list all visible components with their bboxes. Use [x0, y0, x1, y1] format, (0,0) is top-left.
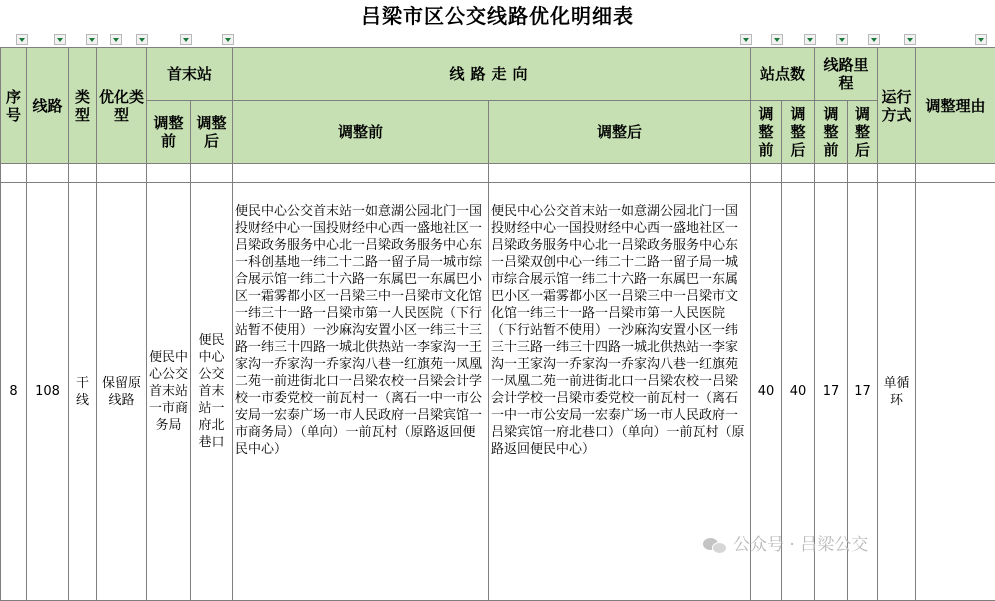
- filter-dropdown-icon[interactable]: [740, 34, 752, 45]
- header-reason: 调整理由: [916, 48, 995, 164]
- cell-operation: 单循环: [878, 183, 916, 601]
- cell-reason: [916, 183, 995, 601]
- filter-dropdown-icon[interactable]: [904, 34, 916, 45]
- cell-seq: 8: [1, 183, 27, 601]
- cell-terminal-after: 便民中心公交首末站一府北巷口: [191, 183, 233, 601]
- header-terminal: 首末站: [147, 48, 233, 101]
- header-opt-type: 优化类型: [97, 48, 147, 164]
- filter-dropdown-icon[interactable]: [836, 34, 848, 45]
- filter-dropdown-icon[interactable]: [771, 34, 783, 45]
- header-stops-before: 调整前: [751, 101, 782, 164]
- cell-route-before: 便民中心公交首末站一如意湖公园北门一国投财经中心一国投财经中心西一盛地社区一吕梁政务服务中心北一吕梁政务服务中心东一科创基地一纬二十二路一留子局一城市综合展示馆一纬二十六路一东属巴一东属巴小区一霜雾都小区一吕梁三中一吕梁市文化馆一纬三十一路一吕梁市第一人民医院（下行站暂不使用）一沙麻沟安置小区一纬三十三路一纬三十四路一城北供热站一李家沟一王家沟一乔家沟一乔家沟八巷一红旗苑一凤凰二苑一前进街北口一吕梁农校一吕梁会计学校一市委党校一前瓦村一（离石一中一市公安局一宏泰广场一市人民政府一吕梁宾馆一市商务局）（单向）一前瓦村（原路返回便民中心）: [233, 183, 489, 601]
- watermark-text: 公众号 · 吕梁公交: [733, 535, 868, 555]
- filter-dropdown-icon[interactable]: [136, 34, 148, 45]
- cell-line: 108: [27, 183, 69, 601]
- watermark: [703, 532, 868, 558]
- filter-dropdown-icon[interactable]: [110, 34, 122, 45]
- sheet-title: 吕梁市区公交线路优化明细表: [0, 0, 995, 33]
- empty-row: [1, 164, 995, 183]
- route-table: [0, 47, 995, 601]
- header-route-direction: 线路走向: [233, 48, 751, 101]
- cell-mileage-before: 17: [815, 183, 848, 601]
- filter-dropdown-icon[interactable]: [804, 34, 816, 45]
- header-terminal-after: 调整后: [191, 101, 233, 164]
- cell-terminal-before: 便民中心公交首末站一市商务局: [147, 183, 191, 601]
- header-mileage-before: 调整前: [815, 101, 848, 164]
- header-mileage-after: 调整后: [848, 101, 878, 164]
- header-terminal-before: 调整前: [147, 101, 191, 164]
- cell-mileage-after: 17: [848, 183, 878, 601]
- cell-type: 干线: [69, 183, 97, 601]
- header-mileage: 线路里程: [815, 48, 878, 101]
- filter-dropdown-icon[interactable]: [54, 34, 66, 45]
- header-stop-count: 站点数: [751, 48, 815, 101]
- filter-dropdown-icon[interactable]: [222, 34, 234, 45]
- header-route-after: 调整后: [489, 101, 751, 164]
- header-seq: 序号: [1, 48, 27, 164]
- filter-dropdown-icon[interactable]: [16, 34, 28, 45]
- filter-dropdown-icon[interactable]: [975, 34, 987, 45]
- filter-row: [0, 33, 995, 47]
- header-stops-after: 调整后: [782, 101, 815, 164]
- header-type: 类型: [69, 48, 97, 164]
- cell-opt-type: 保留原线路: [97, 183, 147, 601]
- filter-dropdown-icon[interactable]: [86, 34, 98, 45]
- filter-dropdown-icon[interactable]: [180, 34, 192, 45]
- wechat-icon: [703, 535, 727, 555]
- cell-stops-before: 40: [751, 183, 782, 601]
- cell-route-after: 便民中心公交首末站一如意湖公园北门一国投财经中心一国投财经中心西一盛地社区一吕梁政务服务中心北一吕梁政务服务中心东一吕梁双创中心一纬二十二路一留子局一城市综合展示馆一纬二十六路一东属巴一东属巴小区一霜雾都小区一吕梁三中一吕梁市文化馆一纬三十一路一吕梁市第一人民医院（下行站暂不使用）一沙麻沟安置小区一纬三十三路一纬三十四路一城北供热站一李家沟一王家沟一乔家沟一乔家沟八巷一红旗苑一凤凰二苑一前进街北口一吕梁农校一吕梁会计学校一吕梁市委党校一前瓦村一（离石一中一市公安局一宏泰广场一市人民政府一吕梁宾馆一府北巷口）（单向）一前瓦村（原路返回便民中心）: [489, 183, 751, 601]
- header-operation: 运行方式: [878, 48, 916, 164]
- header-route-before: 调整前: [233, 101, 489, 164]
- header-line: 线路: [27, 48, 69, 164]
- cell-stops-after: 40: [782, 183, 815, 601]
- filter-dropdown-icon[interactable]: [868, 34, 880, 45]
